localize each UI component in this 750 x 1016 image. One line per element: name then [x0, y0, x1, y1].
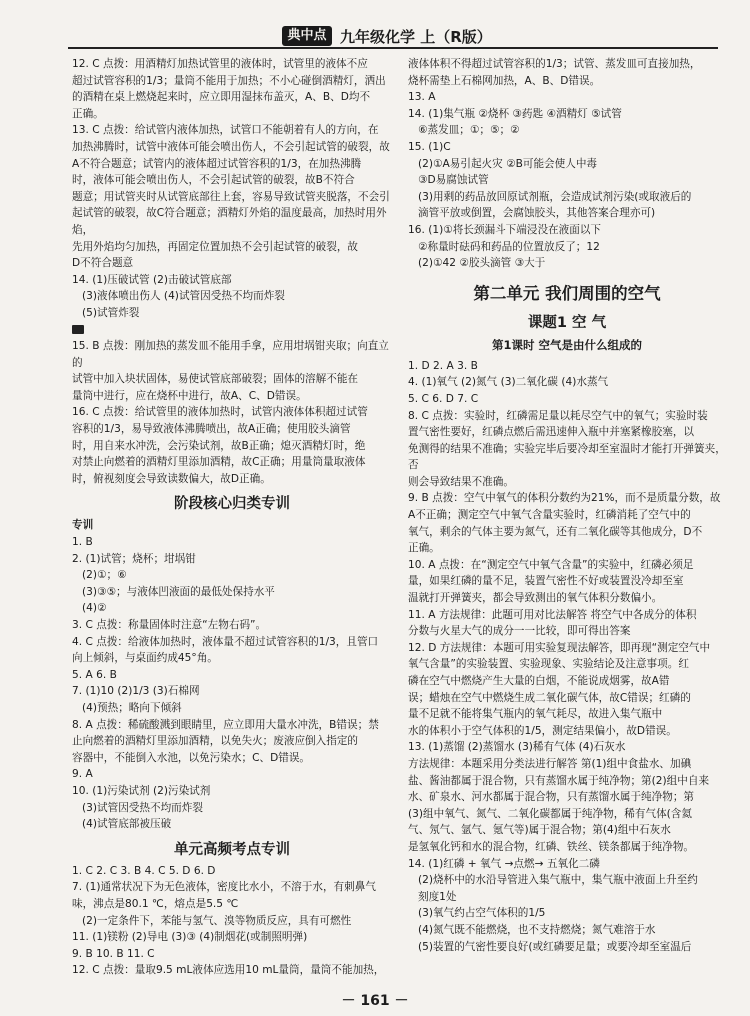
answer-line: 15. B 点拨：刚加热的蒸发皿不能用手拿，应用坩埚钳夹取；向直立的 [72, 340, 389, 369]
answer-line: 14. (1)集气瓶 ②烧杯 ③药匙 ④酒精灯 ⑤试管 [408, 107, 622, 120]
answer-line: 1. C 2. C 3. B 4. C 5. D 6. D [72, 864, 216, 877]
answer-line: (4)氮气既不能燃烧，也不支持燃烧；氮气难溶于水 [418, 923, 656, 936]
answer-line: 量，如果红磷的量不足，装置气密性不好或装置没冷却至室 [408, 575, 684, 588]
answer-line: 9. B 点拨：空气中氧气的体积分数约为21%，而不是质量分数，故 [408, 492, 721, 505]
answer-line: 时，俯视刻度会导致读数偏大，故D正确。 [72, 472, 271, 485]
answer-line: 5. C 6. D 7. C [408, 392, 479, 405]
answer-line: 13. A [408, 91, 436, 104]
answer-line: 时，液体可能会喷出伤人，不会引起试管的破裂，故B不符合 [72, 174, 355, 187]
answer-line: 题意；用试管夹时从试管底部往上套，容易导致试管夹脱落，不会引 [72, 190, 390, 203]
answer-line: 11. (1)镁粉 (2)导电 (3)③ (4)制烟花(或制照明弹) [72, 931, 308, 944]
answer-line: 13. (1)蒸馏 (2)蒸馏水 (3)稀有气体 (4)石灰水 [408, 741, 626, 754]
answer-line: (4)② [82, 602, 107, 615]
answer-line: 13. C 点拨：给试管内液体加热，试管口不能朝着有人的方向，在 [72, 124, 379, 137]
header-rule [68, 47, 718, 49]
answer-line: 1. D 2. A 3. B [408, 359, 478, 372]
left-top-block [72, 56, 392, 322]
lesson-title: 课题1 空 气 [527, 314, 607, 331]
answer-line: 气、氖气、氩气、氪气等)属于混合物；第(4)组中石灰水 [408, 824, 671, 837]
header-title: 九年级化学 上（R版） [340, 28, 492, 46]
header-logo: 典中点 [282, 26, 332, 46]
answer-line: 12. D 方法规律：本题可用实验复现法解答，即再现“测定空气中 [408, 641, 711, 654]
answer-line: (2)①；⑥ [82, 569, 127, 582]
answer-line: A不符合题意；试管内的液体超过试管容积的1/3，在加热沸腾 [72, 157, 362, 170]
answer-line: 7. (1)10 (2)1/3 (3)石棉网 [72, 685, 200, 698]
answer-line: D不符合题意 [72, 257, 134, 270]
answer-line: 2. (1)试管；烧杯；坩埚钳 [72, 552, 196, 565]
page-number: － 161 － [341, 993, 409, 1009]
answer-line: 专训 [72, 519, 94, 532]
answer-line: (3)氧气约占空气体积的1/5 [418, 907, 546, 920]
answer-line: 液体体积不得超过试管容积的1/3；试管、蒸发皿可直接加热， [408, 58, 701, 70]
answer-line: (3)③⑤；与液体凹液面的最低处保持水平 [82, 585, 275, 598]
answer-line: (2)一定条件下，苯能与氢气、溴等物质反应，具有可燃性 [82, 914, 352, 927]
answer-line: 时，用自来水冲洗，会污染试剂，故B正确；熄灭酒精灯时，绝 [72, 439, 366, 452]
level-tag-icon [72, 325, 84, 334]
answer-line: 正确。 [72, 107, 104, 120]
section1-block [72, 517, 392, 832]
answer-line: 先用外焰均匀加热，再固定位置加热不会引起试管的破裂，故 [72, 240, 359, 253]
answer-line: 9. A [72, 768, 93, 781]
answer-line: 10. A 点拨：在“测定空气中氧气含量”的实验中，红磷必须足 [408, 558, 694, 571]
answer-line: 置气密性要好，红磷点燃后需迅速伸入瓶中并塞紧橡胶塞，以 [408, 426, 695, 439]
answer-line: 8. C 点拨：实验时，红磷需足量以耗尽空气中的氧气；实验时装 [408, 409, 708, 422]
answer-line: 超过试管容积的1/3；量筒不能用于加热；不小心碰倒酒精灯，洒出 [72, 74, 386, 87]
answer-line: 1. B [72, 536, 93, 549]
answer-line: 10. (1)污染试剂 (2)污染试剂 [72, 784, 211, 797]
lesson-subtitle: 第1课时 空气是由什么组成的 [491, 337, 642, 352]
answer-line: 味，沸点是80.1 ℃，熔点是5.5 ℃ [72, 897, 239, 910]
answer-line: ②称量时砝码和药品的位置放反了；12 [418, 240, 600, 253]
answer-line: 温就打开弹簧夹，都会导致测出的氧气体积分数偏小。 [408, 592, 663, 605]
answer-line: 12. C 点拨：用酒精灯加热试管里的液体时，试管里的液体不应 [72, 58, 368, 70]
answer-line: (2)①42 ②胶头滴管 ③大于 [418, 257, 546, 270]
answer-line: 试管中加入块状固体，易使试管底部破裂；固体的溶解不能在 [72, 373, 359, 386]
right-top-block [408, 56, 726, 272]
section2-block [72, 863, 392, 979]
answer-line: ⑥蒸发皿；①；⑤；② [418, 124, 520, 137]
answer-line: 5. A 6. B [72, 668, 117, 681]
answer-line: 起试管的破裂，故C符合题意；酒精灯外焰的温度最高，加热时用外焰， [72, 207, 387, 236]
answer-line: 向上倾斜，与桌面约成45°角。 [72, 652, 218, 665]
answer-line: 水、矿泉水、河水都属于混合物，只有蒸馏水属于纯净物；第 [408, 791, 695, 804]
answer-line: 4. C 点拨：给液体加热时，液体量不超过试管容积的1/3，且管口 [72, 635, 379, 648]
left-mid-block [72, 338, 392, 487]
answer-line: (2)①A易引起火灾 ②B可能会使人中毒 [418, 157, 598, 170]
answer-line: 4. (1)氧气 (2)氮气 (3)二氧化碳 (4)水蒸气 [408, 376, 609, 389]
answer-line: (4)预热；略向下倾斜 [82, 701, 182, 714]
answer-line: 9. B 10. B 11. C [72, 947, 155, 960]
answer-line: 16. (1)①将长颈漏斗下端浸没在液面以下 [408, 223, 602, 236]
answer-line: 水的体积小于空气体积的1/5，测定结果偏小，故D错误。 [408, 724, 677, 737]
answer-line: 7. (1)通常状况下为无色液体，密度比水小，不溶于水，有刺鼻气 [72, 881, 376, 894]
answer-line: 免测得的结果不准确；实验完毕后要冷却至室温时才能打开弹簧夹，否 [408, 442, 726, 472]
answer-line: ③D易腐蚀试管 [418, 174, 489, 187]
answer-line: 容器中，不能倒入水池，以免污染水；C、D错误。 [72, 751, 311, 764]
answer-line: 加热沸腾时，试管中液体可能会喷出伤人，不会引起试管的破裂，故 [72, 140, 390, 153]
answer-line: (3)试管因受热不均而炸裂 [82, 801, 203, 814]
answer-line: 则会导致结果不准确。 [408, 475, 514, 488]
left-column [72, 56, 392, 979]
answer-line: 是氢氧化钙和水的混合物，红磷、铁丝、镁条都属于纯净物。 [408, 840, 695, 853]
section-heading: 阶段核心归类专训 [174, 496, 290, 513]
answer-line: 分数与火星大气的成分一一比较，即可得出答案 [408, 625, 631, 638]
answer-line: 烧杯需垫上石棉网加热，A、B、D错误。 [408, 74, 601, 87]
answer-line: 14. (1)压破试管 (2)击破试管底部 [72, 273, 232, 286]
answer-line: (4)试管底部被压破 [82, 818, 172, 831]
answer-line: 正确。 [408, 542, 440, 555]
answer-line: 氧气，剩余的气体主要为氮气，还有二氧化碳等其他成分，D不 [408, 525, 703, 538]
answer-line: (5)装置的气密性要良好(或红磷要足量；或要冷却至室温后 [418, 940, 692, 953]
answer-line: 方法规律：本题采用分类法进行解答 第(1)组中食盐水、加碘 [408, 757, 692, 770]
answer-line: 氧气含量”的实验装置、实验现象、实验结论及注意事项。红 [408, 658, 689, 671]
answer-line: 刻度1处 [418, 890, 457, 903]
answer-line: 量不足就不能将集气瓶内的氧气耗尽，故进入集气瓶中 [408, 708, 663, 721]
answer-line: 盐、酱油都属于混合物，只有蒸馏水属于纯净物；第(2)组中自来 [408, 774, 710, 787]
answer-line: 12. C 点拨：量取9.5 mL液体应选用10 mL量筒，量筒不能加热， [72, 964, 385, 977]
answer-line: 3. C 点拨：称量固体时注意“左物右码”。 [72, 619, 267, 631]
unit-title: 第二单元 我们周围的空气 [473, 283, 661, 303]
answer-line: 磷在空气中燃烧产生大量的白烟，不能说成烟雾，故A错 [408, 675, 670, 687]
answer-line: (2)烧杯中的水沿导管进入集气瓶中，集气瓶中液面上升至约 [418, 874, 698, 887]
answer-line: 14. (1)红磷 + 氧气 →点燃→ 五氧化二磷 [408, 857, 600, 870]
answer-line: (5)试管炸裂 [82, 306, 140, 319]
answer-line: (3)液体喷出伤人 (4)试管因受热不均而炸裂 [82, 290, 285, 303]
answer-line: 量筒中进行，应在烧杯中进行，故A、C、D错误。 [72, 389, 307, 402]
answer-line: 容积的1/3，易导致液体沸腾喷出，故A正确；使用胶头滴管 [72, 423, 351, 436]
answer-line: (3)用剩的药品放回原试剂瓶，会造成试剂污染(或取液后的 [418, 190, 692, 203]
answer-line: 15. (1)C [408, 140, 451, 153]
section-heading: 单元高频考点专训 [174, 841, 290, 858]
answer-line: 11. A 方法规律：此题可用对比法解答 将空气中各成分的体积 [408, 608, 697, 621]
answer-line: 对禁止向燃着的酒精灯里添加酒精，故C正确；用量筒量取液体 [72, 456, 366, 469]
answer-line: 16. C 点拨：给试管里的液体加热时，试管内液体体积超过试管 [72, 406, 368, 419]
right-items-block [408, 358, 726, 955]
answer-line: A不正确；测定空气中氧气含量实验时，红磷消耗了空气中的 [408, 509, 691, 522]
answer-line: 的酒精在桌上燃烧起来时，应立即用湿抹布盖灭，A、B、D均不 [72, 91, 371, 104]
answer-line: 滴管平放或倒置，会腐蚀胶头，其他答案合理亦可) [418, 207, 656, 220]
answer-line: 8. A 点拨：稀硫酸溅到眼睛里，应立即用大量水冲洗，B错误；禁 [72, 718, 379, 731]
right-column [408, 56, 726, 955]
answer-line: 止向燃着的酒精灯里添加酒精，以免失火；废液应倒入指定的 [72, 735, 359, 748]
answer-line: 误；蜡烛在空气中燃烧生成二氧化碳气体，故C错误；红磷的 [408, 691, 691, 704]
answer-line: (3)组中氧气、氮气、二氧化碳都属于纯净物，稀有气体(含氦 [408, 807, 692, 820]
